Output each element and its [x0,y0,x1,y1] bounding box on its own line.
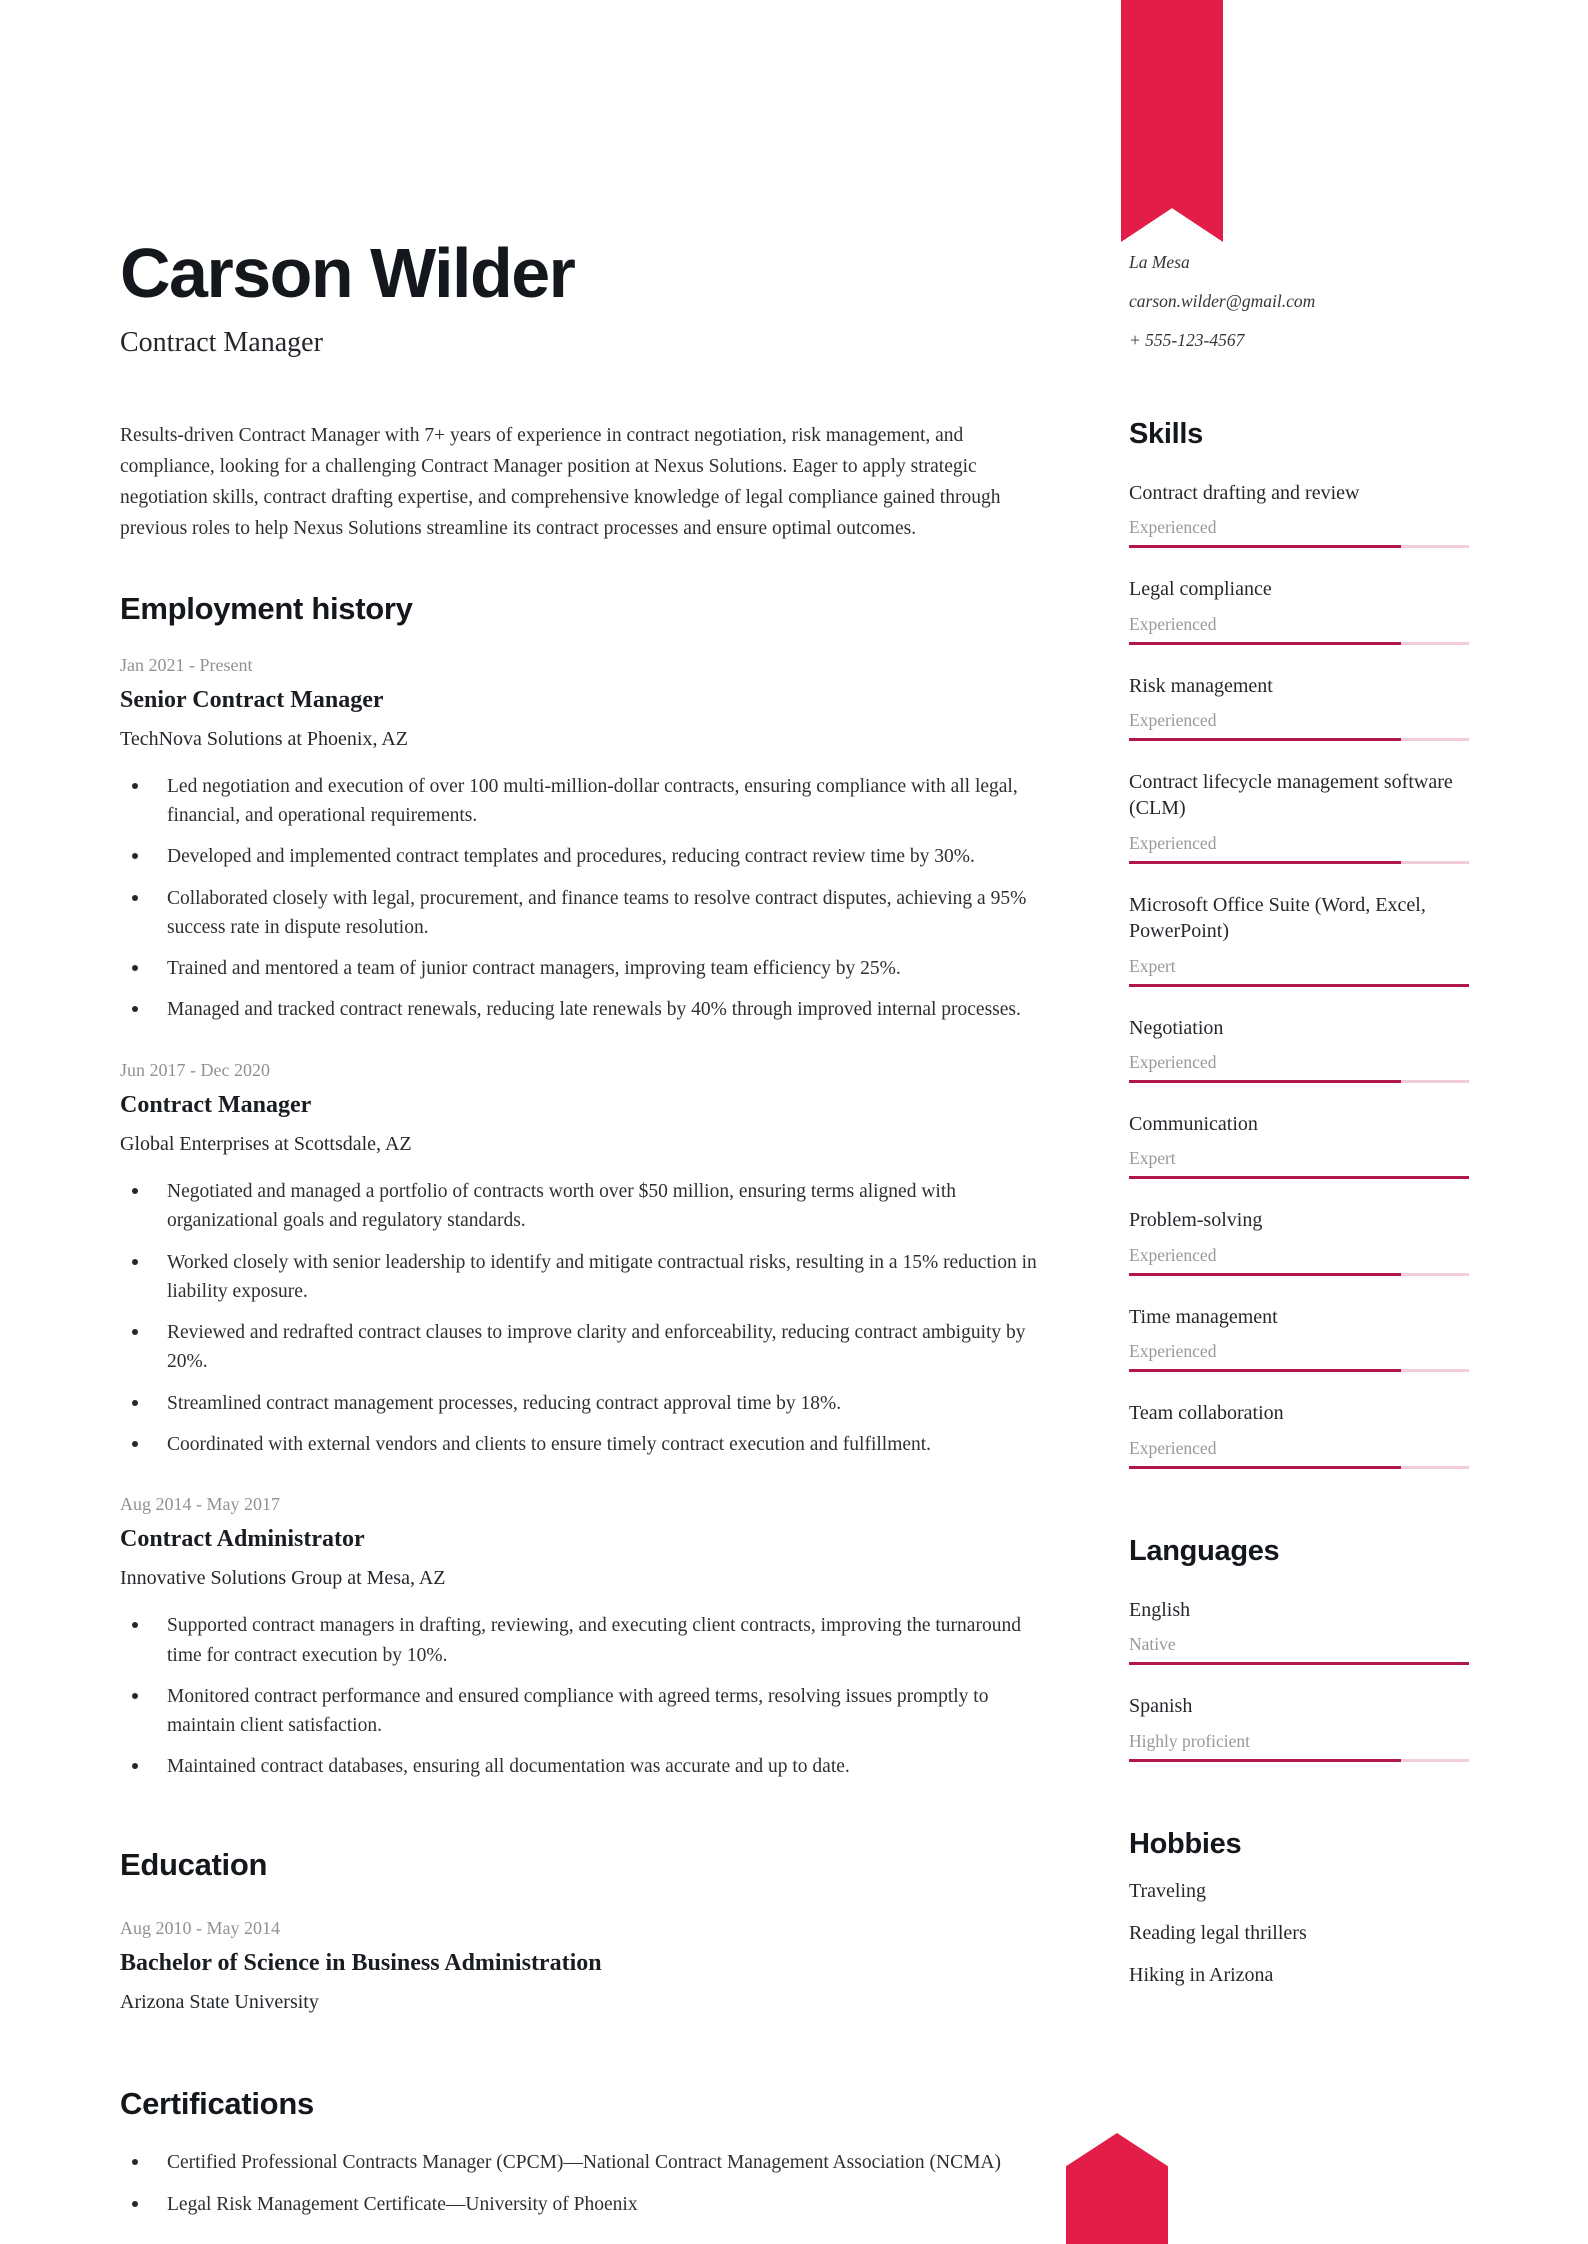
skill-item [1129,480,1469,548]
hobby-item: Traveling [1129,1879,1207,1902]
skill-item [1129,1304,1469,1372]
bullet-item: Reviewed and redrafted contract clauses to improve clarity and enforceability, reducing contract ambiguity by 20%. [120,1318,1040,1377]
education-degree: Bachelor of Science in Business Administration [120,1950,602,1977]
skill-progress-bar [1129,642,1469,645]
certifications-list [120,2148,1040,2219]
bullet-item: Managed and tracked contract renewals, reducing late renewals by 40% through improved internal processes. [120,995,1040,1024]
candidate-job-title: Contract Manager [120,327,323,358]
skill-progress-bar [1129,1176,1469,1179]
education-school: Arizona State University [120,1991,319,2014]
bullet-item: Streamlined contract management processes, reducing contract approval time by 18%. [120,1389,1040,1418]
education-heading: Education [120,1846,268,1882]
hobby-item: Reading legal thrillers [1129,1921,1307,1944]
skill-item [1129,576,1469,644]
bullet-item: Monitored contract performance and ensured compliance with agreed terms, resolving issues promptly to maintain client satisfaction. [120,1682,1040,1741]
language-level: Native [1129,1634,1176,1655]
hobbies-heading: Hobbies [1129,1827,1242,1860]
skill-name: Team collaboration [1129,1402,1284,1425]
language-progress-bar [1129,1759,1469,1762]
skill-progress-fill [1129,1080,1401,1083]
profile-summary: Results-driven Contract Manager with 7+ years of experience in contract negotiation, risk management, and compliance, looking for a challenging Contract Manager position at Nexus Solutions. Eager to apply strategic negotiation skills, contract drafting expertise, and comprehensive knowledge of legal compliance gained through previous roles to help Nexus Solutions streamline its contract processes and ensure optimal outcomes. [120,424,1001,540]
skill-progress-bar [1129,861,1469,864]
skill-progress-fill [1129,1176,1469,1179]
skill-progress-fill [1129,984,1469,987]
skill-level: Expert [1129,1148,1176,1169]
skill-progress-fill [1129,642,1401,645]
skill-progress-fill [1129,861,1401,864]
skill-level: Experienced [1129,517,1217,538]
skill-progress-bar [1129,1369,1469,1372]
languages-heading: Languages [1129,1534,1280,1567]
bullet-item: Developed and implemented contract templates and procedures, reducing contract review time by 30%. [120,842,1040,871]
certification-item: Certified Professional Contracts Manager (CPCM)—National Contract Management Association (NCMA) [120,2148,1040,2177]
employment-history-heading: Employment history [120,591,413,627]
skill-level: Experienced [1129,1437,1217,1458]
job-company: Innovative Solutions Group at Mesa, AZ [120,1567,446,1590]
hobby-item: Hiking in Arizona [1129,1963,1274,1986]
candidate-name: Carson Wilder [120,234,575,312]
skill-progress-fill [1129,1466,1401,1469]
contact-phone: + 555-123-4567 [1129,329,1245,350]
job-bullet-list [120,1611,1040,1781]
skill-level: Experienced [1129,1341,1217,1362]
skill-level: Experienced [1129,1244,1217,1265]
contact-email: carson.wilder@gmail.com [1129,290,1316,311]
certification-item: Legal Risk Management Certificate—University of Phoenix [120,2190,1040,2219]
skill-item [1129,673,1469,741]
education-entry [120,1917,1040,2015]
skill-level: Experienced [1129,1052,1217,1072]
language-name: English [1129,1598,1191,1621]
job-entry [120,1493,1040,1782]
skill-progress-bar [1129,984,1469,987]
skill-item [1129,1400,1469,1468]
skill-progress-fill [1129,1369,1401,1372]
job-dates: Aug 2014 - May 2017 [120,1494,280,1515]
language-name: Spanish [1129,1695,1193,1718]
language-progress-bar [1129,1662,1469,1665]
job-title: Contract Administrator [120,1526,365,1553]
language-level: Highly proficient [1129,1730,1251,1751]
skill-progress-fill [1129,738,1401,741]
contact-block [1129,252,1469,352]
job-bullet-list [120,1177,1040,1459]
skill-name: Time management [1129,1305,1278,1328]
skill-name: Contract drafting and review [1129,481,1360,504]
job-dates: Jun 2017 - Dec 2020 [120,1059,270,1080]
job-title: Contract Manager [120,1092,312,1119]
skill-name: Legal compliance [1129,578,1272,601]
skill-name: Communication [1129,1113,1258,1135]
sidebar-column [1129,0,1469,1988]
language-item [1129,1693,1469,1761]
job-company: TechNova Solutions at Phoenix, AZ [120,727,409,750]
skill-progress-bar [1129,738,1469,741]
skill-level: Experienced [1129,832,1217,853]
skill-name: Problem-solving [1129,1209,1263,1232]
skill-name: Risk management [1129,674,1273,697]
skill-progress-fill [1129,545,1401,548]
education-dates: Aug 2010 - May 2014 [120,1917,280,1938]
skill-item [1129,1111,1469,1179]
contact-location: La Mesa [1129,252,1190,272]
skill-progress-fill [1129,1273,1401,1276]
skill-item [1129,769,1469,864]
bullet-item: Supported contract managers in drafting, reviewing, and executing client contracts, improving the turnaround time for contract execution by 10%. [120,1611,1040,1670]
skill-item [1129,1015,1469,1083]
job-company: Global Enterprises at Scottsdale, AZ [120,1133,412,1156]
skill-level: Experienced [1129,710,1217,731]
bullet-item: Trained and mentored a team of junior contract managers, improving team efficiency by 25%. [120,954,1040,983]
skill-progress-bar [1129,1080,1469,1083]
skill-progress-bar [1129,545,1469,548]
skill-progress-bar [1129,1273,1469,1276]
job-bullet-list [120,772,1040,1025]
main-column [120,0,1040,2231]
skill-name: Microsoft Office Suite (Word, Excel, PowerPoint) [1129,893,1426,943]
skill-item [1129,1207,1469,1275]
job-entry [120,1059,1040,1459]
skill-name: Contract lifecycle management software (CLM) [1129,771,1453,820]
language-progress-fill [1129,1662,1469,1665]
skills-heading: Skills [1129,417,1203,450]
bullet-item: Coordinated with external vendors and clients to ensure timely contract execution and fulfillment. [120,1430,1040,1459]
skill-level: Expert [1129,955,1176,976]
bullet-item: Maintained contract databases, ensuring all documentation was accurate and up to date. [120,1752,1040,1781]
skill-name: Negotiation [1129,1016,1224,1039]
bullet-item: Negotiated and managed a portfolio of contracts worth over $50 million, ensuring terms aligned with organizational goals and regulatory standards. [120,1177,1040,1236]
language-item [1129,1597,1469,1665]
skill-level: Experienced [1129,613,1217,634]
language-progress-fill [1129,1759,1401,1762]
bullet-item: Led negotiation and execution of over 100 multi-million-dollar contracts, ensuring compliance with all legal, financial, and operational requirements. [120,772,1040,831]
job-entry [120,654,1040,1025]
job-title: Senior Contract Manager [120,686,384,713]
certifications-heading: Certifications [120,2086,314,2122]
job-dates: Jan 2021 - Present [120,654,253,675]
bullet-item: Worked closely with senior leadership to identify and mitigate contractual risks, resulting in a 15% reduction in liability exposure. [120,1248,1040,1307]
bookmark-ribbon-decoration [1121,0,1223,242]
skill-progress-bar [1129,1466,1469,1469]
skill-item [1129,892,1469,987]
bullet-item: Collaborated closely with legal, procurement, and finance teams to resolve contract disputes, achieving a 95% success rate in dispute resolution. [120,884,1040,943]
